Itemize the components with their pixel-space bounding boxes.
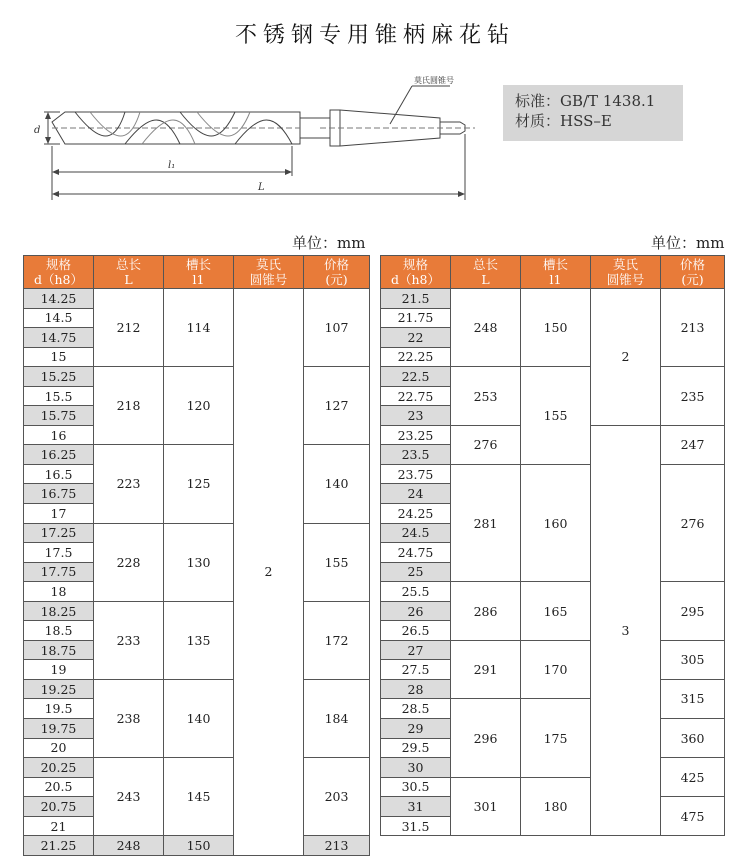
spec-cell: 25 xyxy=(381,562,451,582)
table-row xyxy=(381,289,725,309)
spec-cell: 23.25 xyxy=(381,425,451,445)
spec-cell: 14.75 xyxy=(24,328,94,348)
price-cell: 247 xyxy=(661,425,725,464)
flute-cell: 145 xyxy=(164,758,234,836)
dim-L-label: L xyxy=(258,182,265,193)
spec-cell: 18.75 xyxy=(24,640,94,660)
price-cell: 155 xyxy=(304,523,370,601)
unit-left: 单位：mm xyxy=(292,234,366,252)
dim-d-label: d xyxy=(34,125,41,136)
header-spec: 规格 d（h8） xyxy=(381,256,451,289)
spec-cell: 18 xyxy=(24,582,94,602)
table-header-row xyxy=(381,256,725,289)
table-row xyxy=(24,445,370,465)
table-row xyxy=(381,582,725,602)
price-cell: 213 xyxy=(661,289,725,367)
length-cell: 296 xyxy=(451,699,521,777)
spec-cell: 17.5 xyxy=(24,543,94,563)
header-flute: 槽长 l1 xyxy=(521,256,591,289)
taper-cell: 2 xyxy=(591,289,661,426)
spec-cell: 23.5 xyxy=(381,445,451,465)
spec-cell: 21.5 xyxy=(381,289,451,309)
spec-cell: 20.25 xyxy=(24,758,94,778)
spec-cell: 22 xyxy=(381,328,451,348)
header-taper: 莫氏 圆锥号 xyxy=(234,256,304,289)
price-cell: 315 xyxy=(661,679,725,718)
price-cell: 475 xyxy=(661,797,725,836)
unit-right: 单位：mm xyxy=(651,234,725,252)
spec-cell: 21.75 xyxy=(381,308,451,328)
table-row xyxy=(24,523,370,543)
table-row xyxy=(24,289,370,309)
length-cell: 223 xyxy=(94,445,164,523)
right-price-table xyxy=(380,255,725,836)
flute-cell: 155 xyxy=(521,367,591,465)
spec-cell: 15 xyxy=(24,347,94,367)
dim-l1-label: l₁ xyxy=(168,160,176,171)
length-cell: 228 xyxy=(94,523,164,601)
spec-cell: 27.5 xyxy=(381,660,451,680)
price-cell: 360 xyxy=(661,719,725,758)
spec-cell: 14.5 xyxy=(24,308,94,328)
flute-cell: 135 xyxy=(164,601,234,679)
length-cell: 301 xyxy=(451,777,521,836)
spec-cell: 19.25 xyxy=(24,679,94,699)
spec-cell: 21 xyxy=(24,816,94,836)
table-row xyxy=(24,679,370,699)
header-spec: 规格 d（h8） xyxy=(24,256,94,289)
table-header-row xyxy=(24,256,370,289)
table-row xyxy=(24,601,370,621)
length-cell: 243 xyxy=(94,758,164,836)
spec-cell: 30 xyxy=(381,758,451,778)
standard-text: 标准：GB/T 1438.1 xyxy=(515,92,656,110)
table-row xyxy=(381,640,725,660)
material-text: 材质：HSS–E xyxy=(515,112,612,130)
header-length: 总长 L xyxy=(451,256,521,289)
flute-cell: 180 xyxy=(521,777,591,836)
spec-cell: 26 xyxy=(381,601,451,621)
price-cell: 295 xyxy=(661,582,725,641)
price-cell: 172 xyxy=(304,601,370,679)
header-flute: 槽长 l1 xyxy=(164,256,234,289)
price-cell: 203 xyxy=(304,758,370,836)
taper-label: 莫氏圆锥号 xyxy=(414,76,454,85)
length-cell: 248 xyxy=(94,836,164,856)
length-cell: 218 xyxy=(94,367,164,445)
flute-cell: 125 xyxy=(164,445,234,523)
spec-cell: 18.5 xyxy=(24,621,94,641)
spec-cell: 20.75 xyxy=(24,797,94,817)
flute-cell: 170 xyxy=(521,640,591,699)
spec-cell: 30.5 xyxy=(381,777,451,797)
price-cell: 425 xyxy=(661,758,725,797)
spec-cell: 16.25 xyxy=(24,445,94,465)
table-row xyxy=(381,367,725,387)
spec-cell: 22.75 xyxy=(381,386,451,406)
header-taper: 莫氏 圆锥号 xyxy=(591,256,661,289)
length-cell: 238 xyxy=(94,679,164,757)
spec-cell: 17 xyxy=(24,504,94,524)
spec-cell: 19 xyxy=(24,660,94,680)
header-length: 总长 L xyxy=(94,256,164,289)
spec-cell: 23 xyxy=(381,406,451,426)
spec-cell: 24.75 xyxy=(381,543,451,563)
header-price: 价格 (元) xyxy=(661,256,725,289)
drill-diagram xyxy=(30,72,500,207)
table-row xyxy=(24,758,370,778)
taper-cell: 3 xyxy=(591,425,661,835)
spec-cell: 22.25 xyxy=(381,347,451,367)
flute-cell: 175 xyxy=(521,699,591,777)
price-cell: 140 xyxy=(304,445,370,523)
flute-cell: 165 xyxy=(521,582,591,641)
spec-cell: 20.5 xyxy=(24,777,94,797)
spec-cell: 25.5 xyxy=(381,582,451,602)
spec-cell: 23.75 xyxy=(381,464,451,484)
spec-cell: 19.75 xyxy=(24,719,94,739)
spec-cell: 19.5 xyxy=(24,699,94,719)
price-cell: 127 xyxy=(304,367,370,445)
table-row xyxy=(381,464,725,484)
length-cell: 286 xyxy=(451,582,521,641)
spec-cell: 26.5 xyxy=(381,621,451,641)
spec-cell: 15.5 xyxy=(24,386,94,406)
spec-cell: 21.25 xyxy=(24,836,94,856)
left-price-table xyxy=(23,255,370,856)
flute-cell: 114 xyxy=(164,289,234,367)
flute-cell: 150 xyxy=(164,836,234,856)
spec-cell: 28.5 xyxy=(381,699,451,719)
length-cell: 253 xyxy=(451,367,521,426)
length-cell: 233 xyxy=(94,601,164,679)
length-cell: 281 xyxy=(451,464,521,581)
spec-box xyxy=(503,85,683,141)
flute-cell: 160 xyxy=(521,464,591,581)
page-title: 不锈钢专用锥柄麻花钻 xyxy=(234,23,515,48)
spec-cell: 28 xyxy=(381,679,451,699)
spec-cell: 18.25 xyxy=(24,601,94,621)
spec-cell: 16.5 xyxy=(24,464,94,484)
table-row xyxy=(24,836,370,856)
price-cell: 107 xyxy=(304,289,370,367)
length-cell: 291 xyxy=(451,640,521,699)
spec-cell: 27 xyxy=(381,640,451,660)
table-row xyxy=(24,367,370,387)
spec-cell: 15.25 xyxy=(24,367,94,387)
spec-cell: 31 xyxy=(381,797,451,817)
length-cell: 212 xyxy=(94,289,164,367)
spec-cell: 24.25 xyxy=(381,504,451,524)
price-cell: 305 xyxy=(661,640,725,679)
spec-cell: 29.5 xyxy=(381,738,451,758)
header-price: 价格 (元) xyxy=(304,256,370,289)
spec-cell: 14.25 xyxy=(24,289,94,309)
spec-cell: 17.25 xyxy=(24,523,94,543)
price-cell: 235 xyxy=(661,367,725,426)
taper-cell: 2 xyxy=(234,289,304,856)
length-cell: 248 xyxy=(451,289,521,367)
spec-cell: 31.5 xyxy=(381,816,451,836)
price-cell: 184 xyxy=(304,679,370,757)
spec-cell: 24 xyxy=(381,484,451,504)
flute-cell: 130 xyxy=(164,523,234,601)
spec-cell: 22.5 xyxy=(381,367,451,387)
spec-cell: 29 xyxy=(381,719,451,739)
spec-cell: 16.75 xyxy=(24,484,94,504)
flute-cell: 140 xyxy=(164,679,234,757)
spec-cell: 16 xyxy=(24,425,94,445)
spec-cell: 20 xyxy=(24,738,94,758)
spec-cell: 24.5 xyxy=(381,523,451,543)
price-cell: 276 xyxy=(661,464,725,581)
length-cell: 276 xyxy=(451,425,521,464)
spec-cell: 17.75 xyxy=(24,562,94,582)
flute-cell: 150 xyxy=(521,289,591,367)
price-cell: 213 xyxy=(304,836,370,856)
spec-cell: 15.75 xyxy=(24,406,94,426)
flute-cell: 120 xyxy=(164,367,234,445)
